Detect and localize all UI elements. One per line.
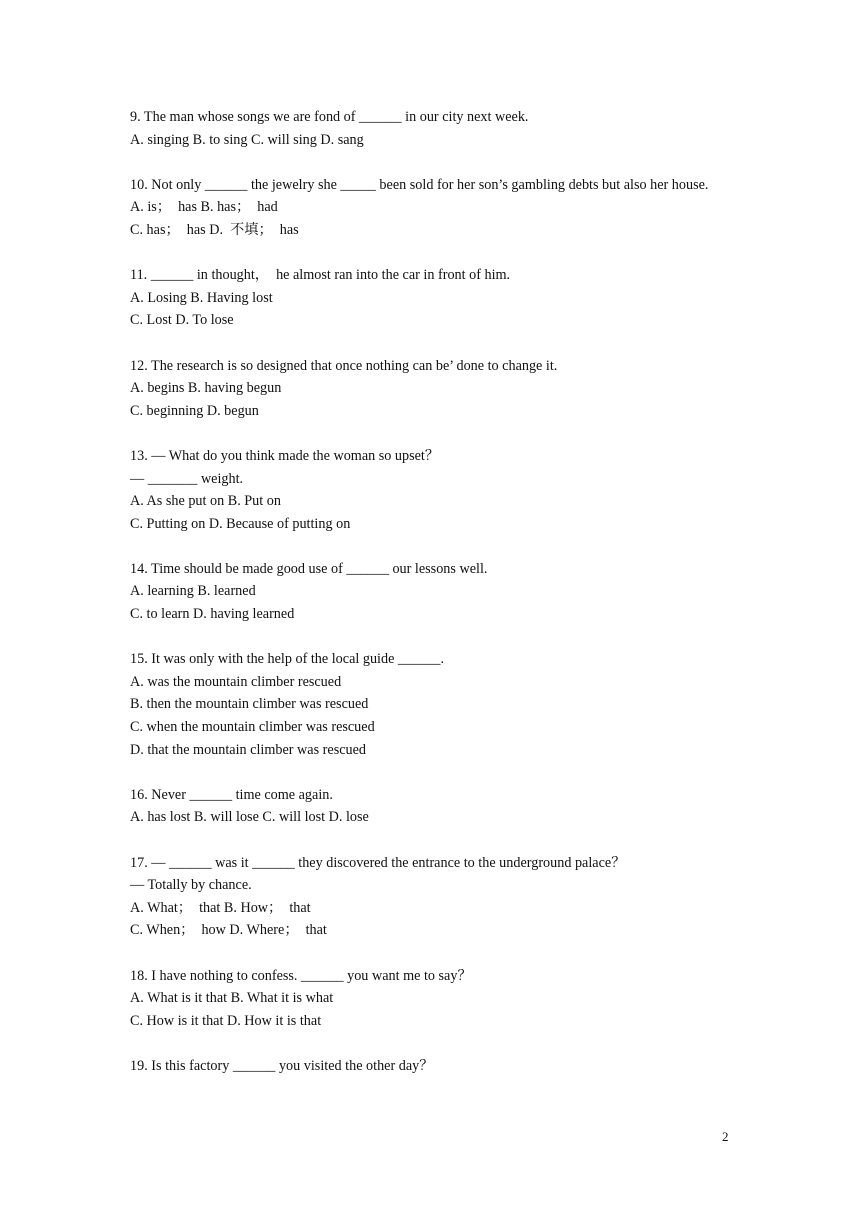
answer-options: C. beginning D. begun <box>130 402 259 419</box>
answer-option-d: D. that the mountain climber was rescued <box>130 741 366 758</box>
answer-options: A. learning B. learned <box>130 583 256 600</box>
question-9 <box>130 106 732 151</box>
document-body <box>130 106 732 1100</box>
question-stem: 18. I have nothing to confess. ______ you want me to say？ <box>130 967 472 984</box>
answer-options: A. Losing B. Having lost <box>130 289 273 306</box>
dialogue-response: — Totally by chance. <box>130 877 252 894</box>
question-15 <box>130 648 732 761</box>
question-stem: 11. ______ in thought， he almost ran into the car in front of him. <box>130 267 511 284</box>
answer-options: A. singing B. to sing C. will sing D. sang <box>130 131 364 148</box>
answer-option-b: B. then the mountain climber was rescued <box>130 696 369 713</box>
answer-options: A. has lost B. will lose C. will lost D. lose <box>130 809 369 826</box>
question-18 <box>130 965 732 1033</box>
page-number: 2 <box>722 1129 729 1144</box>
question-12 <box>130 355 732 423</box>
answer-options: A. What is it that B. What it is what <box>130 990 334 1007</box>
answer-option-a: A. was the mountain climber rescued <box>130 673 342 690</box>
question-stem: 14. Time should be made good use of ______ our lessons well. <box>130 560 488 577</box>
question-17 <box>130 852 732 942</box>
answer-options: A. What； that B. How； that <box>130 899 311 916</box>
question-11 <box>130 264 732 332</box>
question-stem: 9. The man whose songs we are fond of ______ in our city next week. <box>130 109 529 125</box>
answer-options: C. to learn D. having learned <box>130 606 295 623</box>
question-stem: 15. It was only with the help of the local guide ______. <box>130 651 445 668</box>
question-10 <box>130 174 732 242</box>
dialogue-response: — _______ weight. <box>130 470 244 487</box>
answer-options: C. How is it that D. How it is that <box>130 1012 322 1029</box>
question-13 <box>130 445 732 535</box>
answer-options: C. has； has D. 不填； has <box>130 221 299 238</box>
question-stem: 16. Never ______ time come again. <box>130 786 333 803</box>
answer-options: A. As she put on B. Put on <box>130 493 281 510</box>
answer-options: C. When； how D. Where； that <box>130 922 327 939</box>
answer-option-c: C. when the mountain climber was rescued <box>130 719 375 736</box>
question-stem: 17. — ______ was it ______ they discovered the entrance to the underground palace？ <box>130 854 626 871</box>
question-16 <box>130 784 732 829</box>
question-stem: 10. Not only ______ the jewelry she _____ been sold for her son’s gambling debts but also her house. <box>130 176 709 193</box>
answer-options: C. Putting on D. Because of putting on <box>130 515 351 532</box>
question-stem: 12. The research is so designed that once nothing can be’ done to change it. <box>130 357 558 374</box>
question-19 <box>130 1055 732 1078</box>
answer-options: A. is； has B. has； had <box>130 199 278 216</box>
answer-options: A. begins B. having begun <box>130 380 282 397</box>
answer-options: C. Lost D. To lose <box>130 312 234 329</box>
question-14 <box>130 558 732 626</box>
question-stem: 13. — What do you think made the woman so upset？ <box>130 447 440 464</box>
question-stem: 19. Is this factory ______ you visited the other day？ <box>130 1057 434 1074</box>
